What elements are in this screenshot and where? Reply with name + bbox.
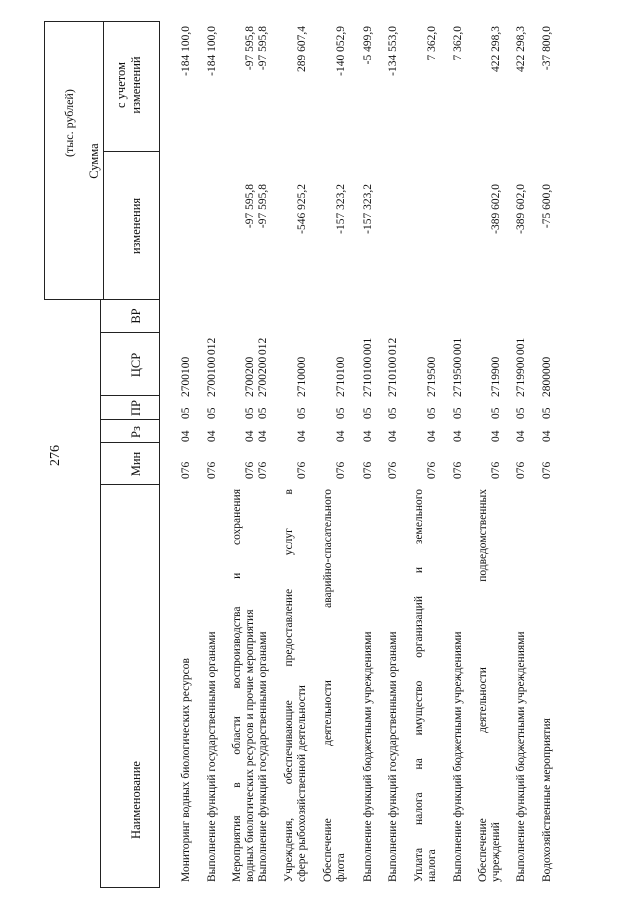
row-min: 076 [296, 461, 308, 479]
row-csr: 2700200 [244, 356, 256, 397]
row-change: -75 600,0 [541, 184, 553, 229]
row-min: 076 [515, 461, 527, 479]
row-csr: 2800000 [541, 356, 553, 397]
summa-top-line [44, 22, 45, 300]
row-min: 076 [180, 461, 192, 479]
row-name [180, 489, 193, 882]
header-changes: изменения [129, 197, 143, 255]
row-rz: 04 [362, 430, 374, 442]
row-name-line: Выполнение функций бюджетными учреждениями [362, 631, 374, 882]
row-min: 076 [490, 461, 502, 479]
table-top-line [100, 300, 101, 888]
row-csr: 2719900 [515, 356, 527, 397]
row-name [387, 489, 400, 882]
row-total: -134 553,0 [387, 26, 399, 76]
row-pr: 05 [180, 407, 192, 419]
row-rz: 04 [490, 430, 502, 442]
header-csr: ЦСР [129, 352, 143, 378]
row-min: 076 [541, 461, 553, 479]
row-pr: 05 [296, 407, 308, 419]
header-min: Мин [129, 451, 143, 477]
row-name-line: Выполнение функций государственными органами [387, 631, 399, 882]
row-vr: 001 [362, 337, 374, 355]
row-name-line: Выполнение функций бюджетными учреждениями [452, 631, 464, 882]
row-pr: 05 [206, 407, 218, 419]
row-rz: 04 [452, 430, 464, 442]
row-total: 7 362,0 [452, 26, 464, 61]
unit-note: (тыс. рублей) [62, 89, 76, 157]
row-min: 076 [335, 461, 347, 479]
row-rz: 04 [296, 430, 308, 442]
row-csr: 2710100 [362, 356, 374, 397]
row-rz: 04 [206, 430, 218, 442]
v-line-1 [100, 484, 160, 485]
row-rz: 04 [244, 430, 256, 442]
row-name [322, 489, 348, 882]
row-total: -184 100,0 [180, 26, 192, 76]
row-name-line: Уплата налога на имущество организаций и земельного [413, 489, 425, 882]
row-vr: 001 [452, 337, 464, 355]
header-with-changes [114, 22, 144, 148]
row-name-line: Обеспечение деятельности подведомственных [477, 489, 489, 882]
row-pr: 05 [426, 407, 438, 419]
row-rz: 04 [515, 430, 527, 442]
row-name [515, 489, 528, 882]
row-min: 076 [244, 461, 256, 479]
row-total: -140 052,9 [335, 26, 347, 76]
header-pr: ПР [129, 400, 143, 416]
row-change: -97 595,8 [244, 184, 256, 229]
header-vr: ВР [129, 308, 143, 324]
row-csr: 2719900 [490, 356, 502, 397]
v-line-7 [103, 151, 160, 152]
row-rz: 04 [335, 430, 347, 442]
header-summa: Сумма [87, 143, 101, 179]
row-pr: 05 [515, 407, 527, 419]
row-pr: 05 [452, 407, 464, 419]
row-name-line: водных биологических ресурсов и прочие мероприятия [244, 609, 256, 882]
row-change: -157 323,2 [362, 184, 374, 234]
row-name-line: Выполнение функций государственными органами [257, 631, 269, 882]
row-rz: 04 [541, 430, 553, 442]
row-name-line: Водохозяйственные мероприятия [541, 718, 553, 882]
v-line-8 [44, 21, 160, 22]
row-name-line: Мониторинг водных биологических ресурсов [180, 658, 192, 882]
row-csr: 2700100 [206, 356, 218, 397]
row-name [477, 489, 503, 882]
row-total: 7 362,0 [426, 26, 438, 61]
row-total: -97 595,8 [257, 26, 269, 71]
row-pr: 05 [362, 407, 374, 419]
row-min: 076 [452, 461, 464, 479]
v-line-6 [44, 299, 160, 300]
row-csr: 2710100 [335, 356, 347, 397]
row-min: 076 [206, 461, 218, 479]
row-rz: 04 [426, 430, 438, 442]
v-line-2 [100, 442, 160, 443]
row-total: -37 800,0 [541, 26, 553, 71]
row-min: 076 [257, 461, 269, 479]
row-name-line: Выполнение функций бюджетными учреждениями [515, 631, 527, 882]
row-total: -184 100,0 [206, 26, 218, 76]
row-pr: 05 [541, 407, 553, 419]
row-name [413, 489, 439, 882]
row-pr: 05 [490, 407, 502, 419]
row-total: -97 595,8 [244, 26, 256, 71]
row-csr: 2700100 [180, 356, 192, 397]
header-with-changes-line2: изменений [129, 56, 143, 114]
row-vr: 001 [515, 337, 527, 355]
row-min: 076 [387, 461, 399, 479]
v-line-3 [100, 419, 160, 420]
row-name-line: Обеспечение деятельности аварийно-спасательного [322, 489, 334, 882]
row-name-line: Учреждения, обеспечивающие предоставление услуг в [283, 489, 295, 882]
row-name-line: сфере рыбохозяйственной деятельности [296, 685, 308, 882]
row-min: 076 [426, 461, 438, 479]
row-min: 076 [362, 461, 374, 479]
row-rz: 04 [180, 430, 192, 442]
row-pr: 05 [387, 407, 399, 419]
row-csr: 2710000 [296, 356, 308, 397]
row-total: 422 298,3 [490, 26, 502, 72]
row-name [231, 489, 257, 882]
row-total: 422 298,3 [515, 26, 527, 72]
row-name-line: учреждений [490, 822, 502, 882]
row-name [206, 489, 219, 882]
row-name [452, 489, 465, 882]
row-change: -389 602,0 [515, 184, 527, 234]
row-name-line: Мероприятия в области воспроизводства и сохранения [231, 489, 243, 882]
row-csr: 2719500 [426, 356, 438, 397]
row-vr: 012 [206, 337, 218, 355]
row-csr: 2700200 [257, 356, 269, 397]
row-change: -546 925,2 [296, 184, 308, 234]
row-total: -5 499,9 [362, 26, 374, 65]
header-name: Наименование [129, 761, 143, 839]
row-name [362, 489, 375, 882]
row-change: -389 602,0 [490, 184, 502, 234]
row-name [257, 489, 270, 882]
row-csr: 2719500 [452, 356, 464, 397]
header-rz: Рз [129, 426, 143, 438]
row-pr: 05 [257, 407, 269, 419]
v-line-5 [100, 332, 160, 333]
row-name-line: Выполнение функций государственными органами [206, 631, 218, 882]
row-change: -97 595,8 [257, 184, 269, 229]
v-line-4 [100, 395, 160, 396]
header-with-changes-line1: с учетом [114, 62, 128, 108]
row-name [541, 489, 554, 882]
row-pr: 05 [244, 407, 256, 419]
row-pr: 05 [335, 407, 347, 419]
row-name-line: налога [426, 849, 438, 882]
row-vr: 012 [387, 337, 399, 355]
row-name-line: флота [335, 853, 347, 882]
v-line-0 [100, 887, 160, 888]
row-total: 289 607,4 [296, 26, 308, 72]
page-number: 276 [48, 445, 63, 466]
row-name [283, 489, 309, 882]
row-vr: 012 [257, 337, 269, 355]
row-csr: 2710100 [387, 356, 399, 397]
row-rz: 04 [257, 430, 269, 442]
row-change: -157 323,2 [335, 184, 347, 234]
row-rz: 04 [387, 430, 399, 442]
summa-sub-line [103, 22, 104, 300]
